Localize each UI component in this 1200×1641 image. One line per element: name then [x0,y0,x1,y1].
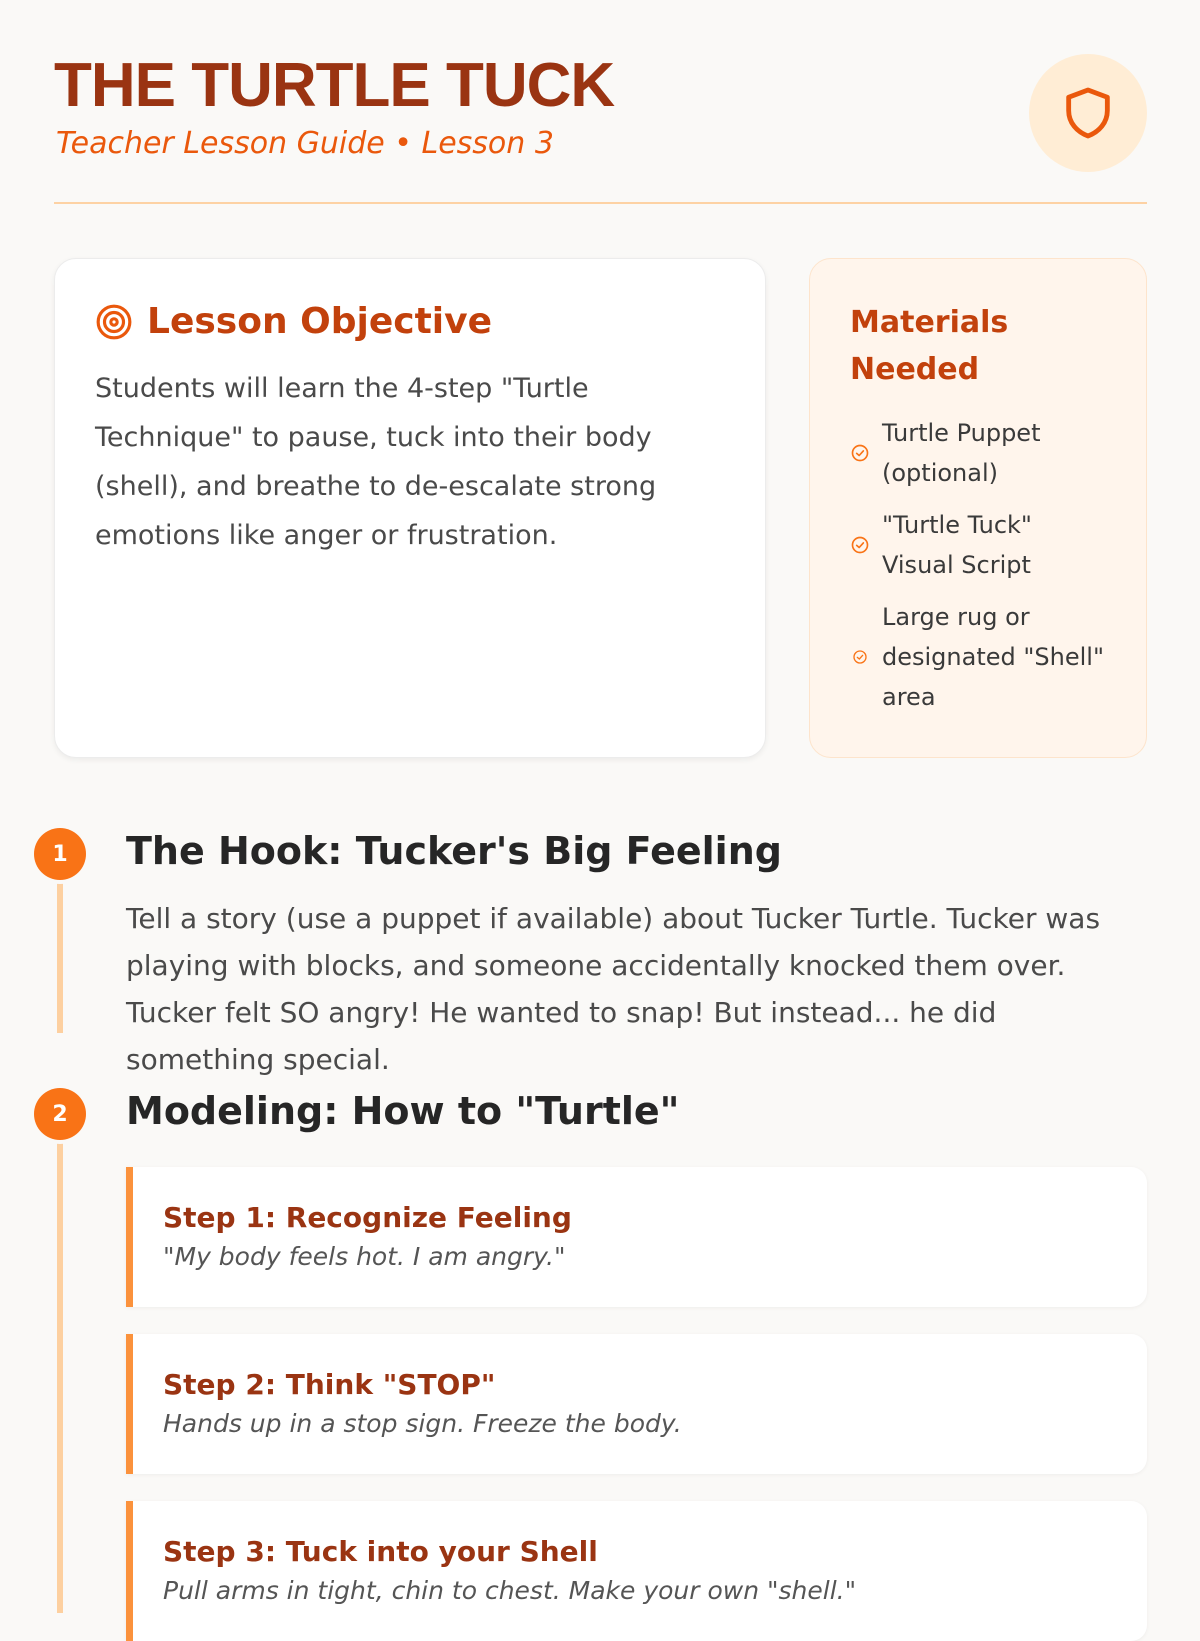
step-card [126,1167,1147,1307]
timeline-line [57,853,63,1033]
materials-item-label: Turtle Puppet (optional) [882,419,1041,487]
section-title: The Hook: Tucker's Big Feeling [126,829,782,873]
objective-header [95,301,725,342]
step-description: Hands up in a stop sign. Freeze the body. [163,1409,682,1438]
step-card [126,1334,1147,1474]
timeline-line [57,1113,63,1613]
page-title: THE TURTLE TUCK [54,51,615,120]
materials-item [850,413,1106,493]
check-circle-icon [850,535,870,555]
step-title: Step 3: Tuck into your Shell [163,1535,598,1568]
step-card [126,1501,1147,1641]
shield-icon [1059,84,1117,142]
lesson-section-hook [34,825,1147,1076]
step-description: "My body feels hot. I am angry." [163,1242,566,1271]
objective-title: Lesson Objective [147,301,493,342]
section-number-badge: 1 [34,828,86,880]
materials-card [809,258,1147,758]
section-body: Tell a story (use a puppet if available) about Tucker Turtle. Tucker was playing with blocks, and someone accidentally knocked them over. Tucker felt SO angry! He wanted to snap! But instead... he did something special. [126,902,1101,1076]
check-circle-icon [850,443,870,463]
step-title: Step 1: Recognize Feeling [163,1201,572,1234]
lesson-page [52,0,1147,1605]
lesson-section-modeling [34,1085,1147,1605]
materials-item [850,597,1106,717]
check-circle-icon [850,649,870,665]
materials-title: Materials Needed [850,305,1009,387]
section-title: Modeling: How to "Turtle" [126,1089,680,1133]
objective-text: Students will learn the 4-step "Turtle Technique" to pause, tuck into their body (shell), and breathe to de-escalate strong emotions like anger or frustration. [95,373,657,551]
step-description: Pull arms in tight, chin to chest. Make your own "shell." [163,1576,857,1605]
shield-badge [1029,54,1147,172]
step-title: Step 2: Think "STOP" [163,1368,496,1401]
objective-card [54,258,766,758]
materials-item-label: "Turtle Tuck" Visual Script [882,511,1032,579]
page-subtitle: Teacher Lesson Guide • Lesson 3 [56,126,554,161]
page-header [54,0,1147,204]
materials-item [850,505,1106,585]
materials-item-label: Large rug or designated "Shell" area [882,603,1104,711]
target-icon [95,303,133,341]
section-number-badge: 2 [34,1088,86,1140]
